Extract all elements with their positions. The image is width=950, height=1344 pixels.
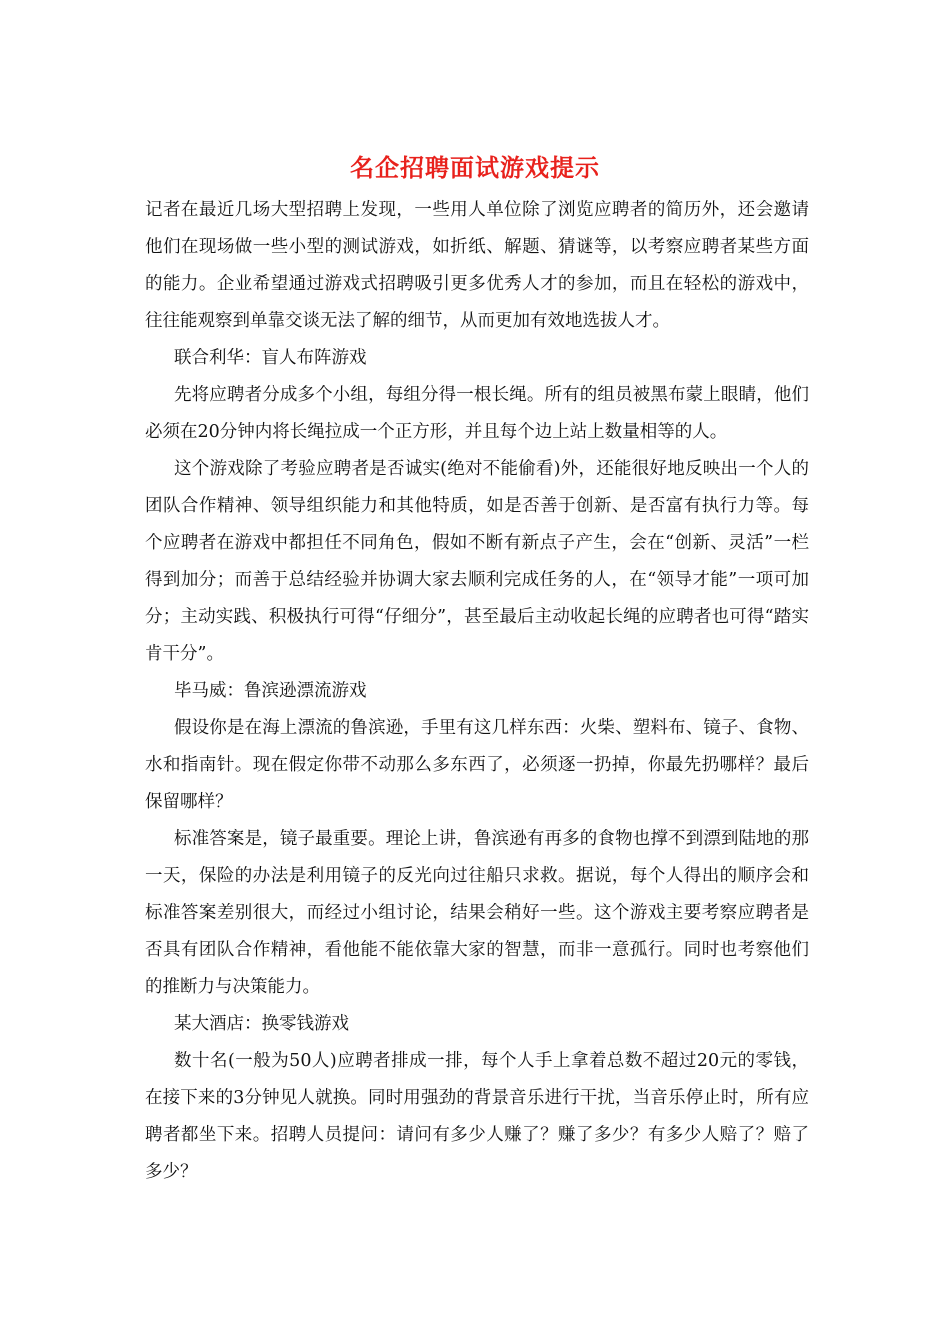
section-heading-kpmg: 毕马威：鲁滨逊漂流游戏 (174, 681, 367, 701)
section-heading-unilever: 联合利华：盲人布阵游戏 (174, 348, 367, 368)
body-paragraph: 标准答案是，镜子最重要。理论上讲，鲁滨逊有再多的食物也撑不到漂到陆地的那一天，保险的办法是利用镜子的反光向过往船只求救。据说，每个人得出的顺序会和标准答案差别很大，而经过小组讨论，结果会稍好一些。这个游戏主要考察应聘者是否具有团队合作精神，看他能不能依靠大家的智慧，而非一意孤行。同时也考察他们的推断力与决策能力。 (145, 829, 809, 997)
document-body (145, 192, 809, 1191)
body-paragraph: 数十名(一般为50人)应聘者排成一排，每个人手上拿着总数不超过20元的零钱，在接下来的3分钟见人就换。同时用强劲的背景音乐进行干扰，当音乐停止时，所有应聘者都坐下来。招聘人员提问：请问有多少人赚了？赚了多少？有多少人赔了？赔了多少？ (145, 1051, 809, 1182)
section-heading-hotel: 某大酒店：换零钱游戏 (174, 1014, 349, 1034)
intro-paragraph: 记者在最近几场大型招聘上发现，一些用人单位除了浏览应聘者的简历外，还会邀请他们在现场做一些小型的测试游戏，如折纸、解题、猜谜等，以考察应聘者某些方面的能力。企业希望通过游戏式招聘吸引更多优秀人才的参加，而且在轻松的游戏中，往往能观察到单靠交谈无法了解的细节，从而更加有效地选拔人才。 (145, 200, 809, 331)
body-paragraph: 先将应聘者分成多个小组，每组分得一根长绳。所有的组员被黑布蒙上眼睛，他们必须在20分钟内将长绳拉成一个正方形，并且每个边上站上数量相等的人。 (145, 385, 809, 442)
body-paragraph: 假设你是在海上漂流的鲁滨逊，手里有这几样东西：火柴、塑料布、镜子、食物、水和指南针。现在假定你带不动那么多东西了，必须逐一扔掉，你最先扔哪样？最后保留哪样？ (145, 718, 809, 812)
document-title: 名企招聘面试游戏提示 (350, 153, 600, 182)
body-paragraph: 这个游戏除了考验应聘者是否诚实(绝对不能偷看)外，还能很好地反映出一个人的团队合作精神、领导组织能力和其他特质，如是否善于创新、是否富有执行力等。每个应聘者在游戏中都担任不同角色，假如不断有新点子产生，会在“创新、灵活”一栏得到加分；而善于总结经验并协调大家去顺利完成任务的人，在“领导才能”一项可加分；主动实践、积极执行可得“仔细分”，甚至最后主动收起长绳的应聘者也可得“踏实肯干分”。 (145, 459, 809, 664)
